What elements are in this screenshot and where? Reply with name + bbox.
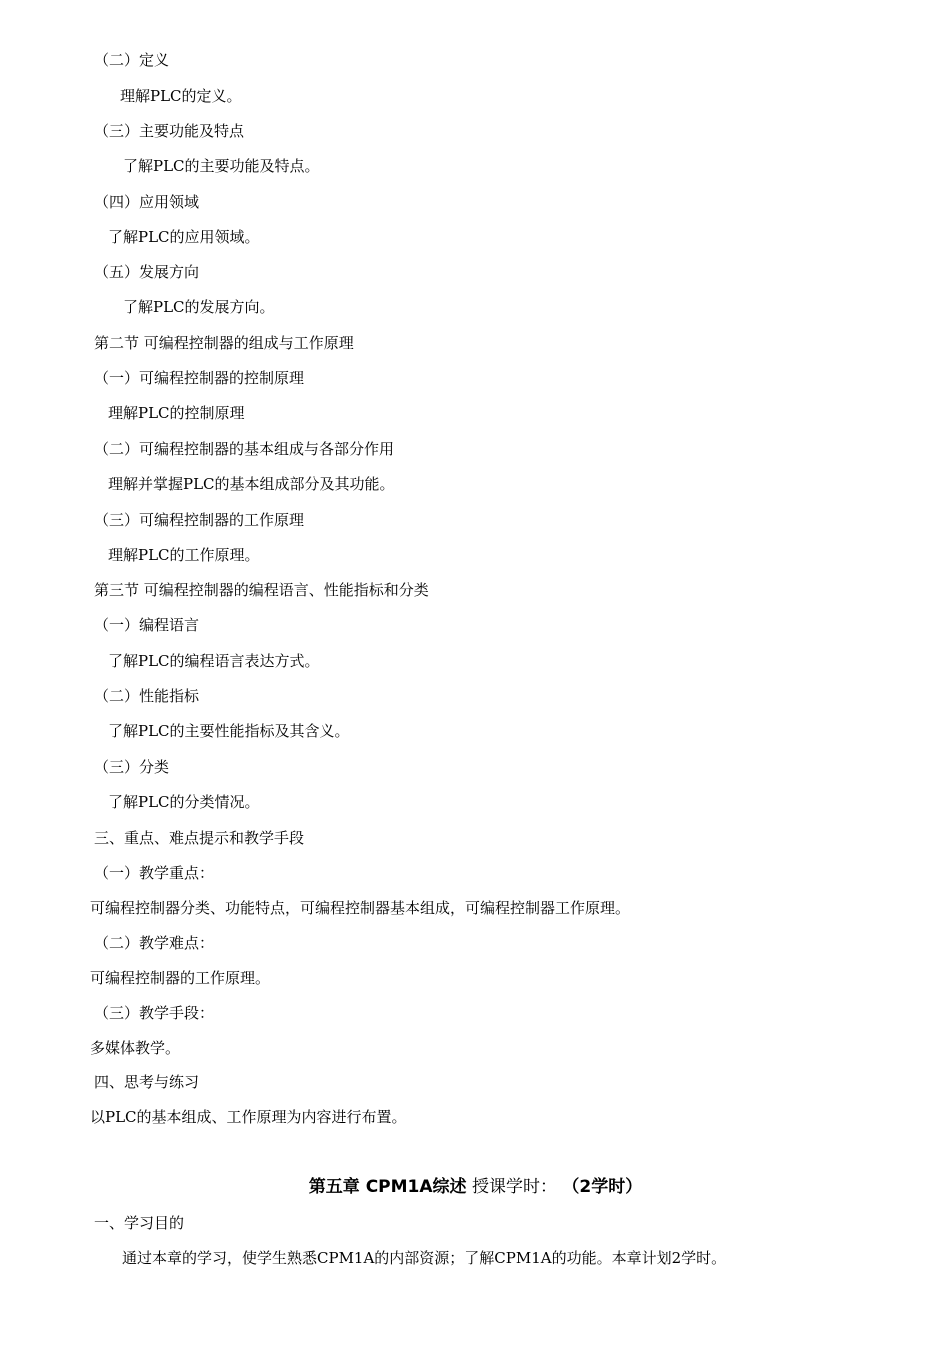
- paragraph-working-principle: 理解PLC的工作原理。: [108, 546, 260, 564]
- chapter-title-main: 第五章 CPM1A综述: [308, 1177, 467, 1197]
- subsection-heading-working-principle: （三）可编程控制器的工作原理: [94, 511, 305, 529]
- paragraph-functions: 了解PLC的主要功能及特点。: [123, 157, 320, 175]
- subsection-heading-control-principle: （一）可编程控制器的控制原理: [94, 369, 305, 387]
- paragraph-performance: 了解PLC的主要性能指标及其含义。: [108, 722, 350, 740]
- subsection-heading-development: （五）发展方向: [94, 263, 200, 281]
- paragraph-control-principle: 理解PLC的控制原理: [108, 404, 245, 422]
- paragraph-languages: 了解PLC的编程语言表达方式。: [108, 652, 320, 670]
- section-heading-exercises: 四、思考与练习: [94, 1073, 200, 1091]
- subsection-heading-applications: （四）应用领域: [94, 193, 200, 211]
- subsection-heading-teaching-difficulty: （二）教学难点：: [94, 934, 215, 952]
- section-heading-2: 第二节 可编程控制器的组成与工作原理: [94, 334, 354, 352]
- subsection-heading-teaching-focus: （一）教学重点：: [94, 864, 215, 882]
- subsection-heading-teaching-means: （三）教学手段：: [94, 1004, 215, 1022]
- subsection-heading-functions: （三）主要功能及特点: [94, 122, 245, 140]
- subsection-heading-languages: （一）编程语言: [94, 616, 200, 634]
- paragraph-exercises: 以PLC的基本组成、工作原理为内容进行布置。: [90, 1108, 407, 1126]
- paragraph-definition: 理解PLC的定义。: [120, 87, 242, 105]
- section-heading-key-points: 三、重点、难点提示和教学手段: [94, 829, 305, 847]
- paragraph-applications: 了解PLC的应用领域。: [108, 228, 260, 246]
- chapter-hours-value: （2学时）: [562, 1177, 643, 1197]
- subsection-heading-definition: （二）定义: [94, 51, 170, 69]
- subsection-heading-classification: （三）分类: [94, 758, 170, 776]
- chapter-title: [0, 1176, 951, 1198]
- paragraph-classification: 了解PLC的分类情况。: [108, 793, 260, 811]
- section-heading-learning-goal: 一、学习目的: [94, 1214, 185, 1232]
- subsection-heading-basic-composition: （二）可编程控制器的基本组成与各部分作用: [94, 440, 395, 458]
- paragraph-development: 了解PLC的发展方向。: [123, 298, 275, 316]
- chapter-hours-label: 授课学时：: [471, 1177, 557, 1197]
- paragraph-teaching-difficulty: 可编程控制器的工作原理。: [90, 969, 271, 987]
- paragraph-teaching-focus: 可编程控制器分类、功能特点，可编程控制器基本组成，可编程控制器工作原理。: [90, 899, 631, 917]
- paragraph-basic-composition: 理解并掌握PLC的基本组成部分及其功能。: [108, 475, 395, 493]
- paragraph-learning-goal: 通过本章的学习，使学生熟悉CPM1A的内部资源；了解CPM1A的功能。本章计划2学时。: [122, 1249, 727, 1267]
- paragraph-teaching-means: 多媒体教学。: [90, 1039, 181, 1057]
- section-heading-3: 第三节 可编程控制器的编程语言、性能指标和分类: [94, 581, 429, 599]
- subsection-heading-performance: （二）性能指标: [94, 687, 200, 705]
